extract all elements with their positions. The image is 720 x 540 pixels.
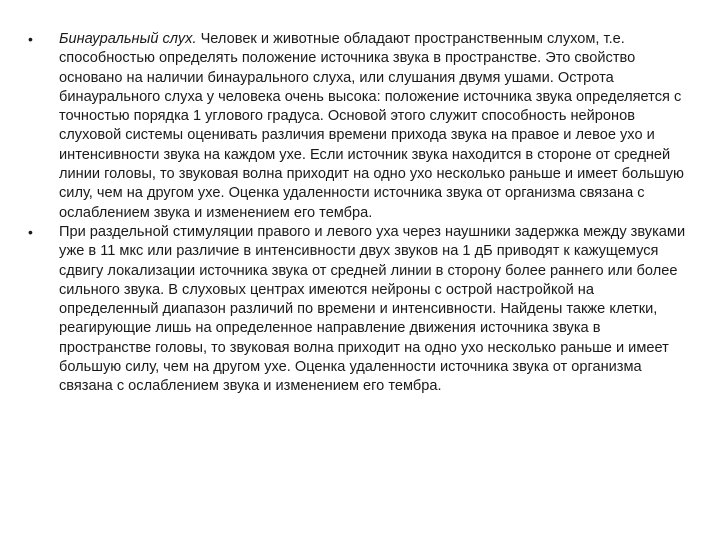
paragraph-separate-stimulation: При раздельной стимуляции правого и левого уха через наушники задержка между звуками уже в 11 мкс или различие в интенсивности двух звуков на 1 дБ приводят к кажущемуся сдвигу локализации источника звука от средней линии в сторону более раннего или более сильного звука. В слуховых центрах имеются нейроны с острой настройкой на определенный диапазон различий по времени и интенсивности. Найдены также клетки, реагирующие лишь на определенное направление движения источника звука в пространстве головы, то звуковая волна приходит на одно ухо несколько раньше и имеет большую силу, чем на другом ухе. Оценка удаленности источника звука от организма связана с ослаблением звука и изменением его тембра. [59,223,686,395]
bullet-dot-icon: • [28,223,33,240]
bullet-item-separate-stimulation [24,223,696,397]
term-binaural-hearing: Бинауральный слух. [59,31,197,47]
bullet-dot-icon: • [28,31,33,47]
paragraph-binaural-hearing: Человек и животные обладают пространственным слухом, т.е. способностью определять положение источника звука в пространстве. Это свойство основано на наличии бинаурального слуха, или слушания двумя ушами. Острота бинаурального слуха у человека очень высока: положение источника звука определяется с точностью порядка 1 углового градуса. Основой этого служит способность нейронов слуховой системы оценивать различия времени прихода звука на правое и левое ухо и интенсивности звука на каждом ухе. Если источник звука находится в стороне от средней линии головы, то звуковая волна приходит на одно ухо несколько раньше и имеет большую силу, чем на другом ухе. Оценка удаленности источника звука от организма связана с ослаблением звука и изменением его тембра. [59,31,685,221]
bullet-item-binaural-hearing [24,30,696,223]
bullet-list [24,30,696,397]
